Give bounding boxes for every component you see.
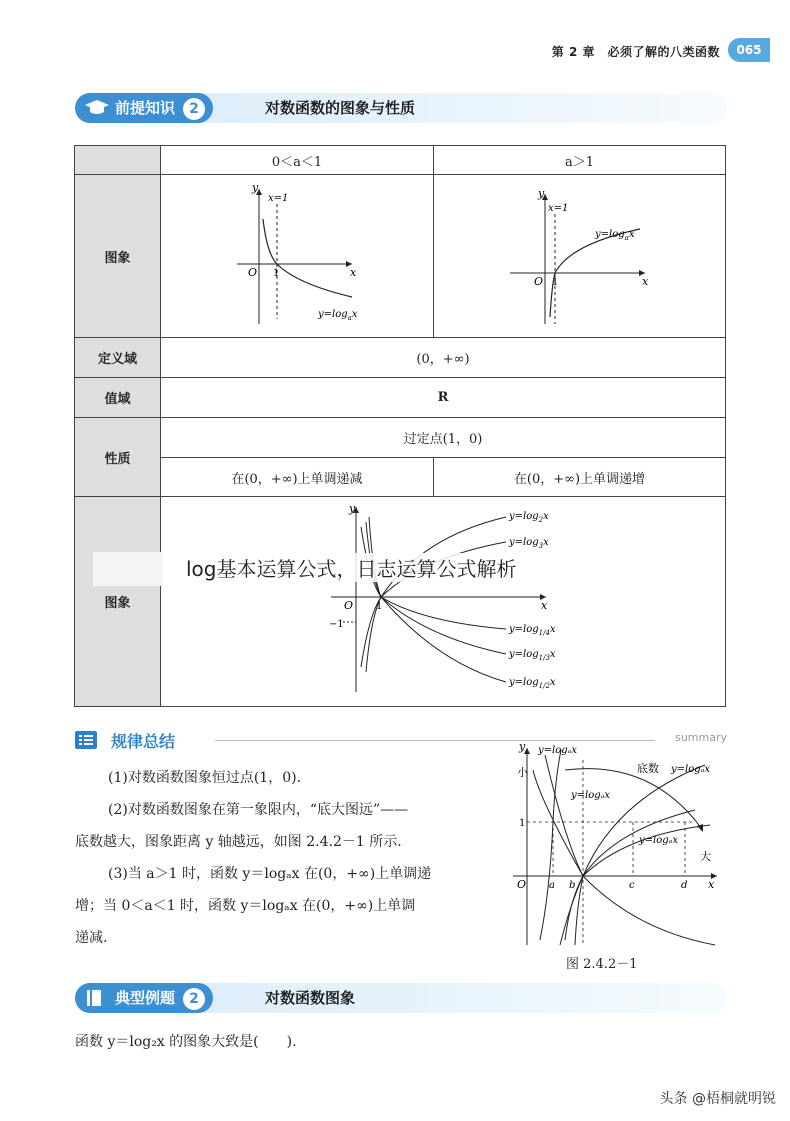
graduation-cap-icon: [85, 100, 109, 116]
table-row: [75, 497, 726, 707]
increasing-log-graph: [500, 179, 660, 329]
combined-graph-cell: [161, 497, 726, 707]
range-value: R: [161, 378, 726, 418]
fig-small-label: 小: [517, 766, 528, 779]
curve-label-log-quarter: $y=\log_{1/4}x$: [509, 624, 556, 637]
increasing-value: 在(0，+∞)上单调递增: [434, 458, 726, 497]
summary-rules: [75, 762, 495, 954]
rule-3c: 递减.: [75, 930, 108, 946]
rule-3b: 增；当 0＜a＜1 时，函数 y＝logₐx 在(0，+∞)上单调: [75, 898, 416, 914]
x-equals-1-label: x=1: [547, 203, 568, 214]
col-header-a-less-1: 0＜a＜1: [161, 146, 434, 175]
figure-base-comparison: [505, 740, 727, 950]
overlay-title: log基本运算公式，日志运算公式解析: [182, 553, 521, 582]
row-label-properties: 性质: [75, 418, 161, 497]
book-icon: [85, 990, 103, 1006]
section-tag: [75, 983, 213, 1013]
table-row: [75, 175, 726, 338]
x-axis-label: x: [541, 599, 548, 612]
table-row: [75, 338, 726, 378]
curve-label: $y=\log_ax$: [594, 229, 634, 242]
table-row: [75, 146, 726, 175]
y-axis-label: y: [349, 502, 356, 515]
graph-decreasing-cell: [161, 175, 434, 338]
rule-3a: (3)当 a＞1 时，函数 y＝logₐx 在(0，+∞)上单调递: [108, 866, 432, 882]
page-number: 065: [728, 38, 770, 62]
curve-label: $y=\log_ax$: [318, 309, 358, 322]
fig-base-label: 底数: [637, 762, 659, 775]
x-equals-1-label: x=1: [268, 193, 289, 204]
section-tag-label: 典型例题: [115, 989, 176, 1007]
fig-big-label: 大: [700, 850, 711, 863]
question-text: 函数 y＝log₂x 的图象大致是( ).: [75, 1034, 297, 1050]
summary-en-label: summary: [675, 731, 727, 744]
fig-tick-a: a: [549, 880, 555, 891]
fig-top-label: y=logₐx: [538, 745, 578, 756]
curve-label-log-third: $y=\log_{1/3}x$: [509, 649, 556, 662]
section-number: 2: [183, 98, 205, 120]
row-label-graph-2: 图象: [75, 497, 161, 707]
col-header-a-greater-1: a＞1: [434, 146, 726, 175]
list-icon: [75, 731, 97, 749]
origin-label: O: [344, 599, 354, 612]
section-banner-example: [75, 983, 727, 1013]
y-axis-label: y: [252, 181, 259, 194]
rule-1: (1)对数函数图象恒过点(1，0).: [108, 770, 302, 786]
section-title: 对数函数图象: [265, 989, 356, 1007]
footer-watermark: 头条 @梧桐就明锐: [659, 1091, 776, 1107]
domain-value: (0，+∞): [161, 338, 726, 378]
fig-tick-c: c: [629, 880, 635, 891]
origin-label: O: [533, 275, 543, 288]
section-banner-prereq: [75, 93, 727, 123]
figure-caption: 图 2.4.2－1: [566, 957, 638, 972]
decreasing-log-graph: [222, 179, 372, 329]
curve-label-log-half: $y=\log_{1/2}x$: [509, 677, 556, 690]
graph-increasing-cell: [434, 175, 726, 338]
fig-one-tick: 1: [519, 818, 526, 829]
page-header: [0, 36, 790, 66]
section-title: 对数函数的图象与性质: [265, 99, 416, 117]
log-properties-table: [74, 145, 726, 707]
row-label-range: 值域: [75, 378, 161, 418]
section-tag-label: 前提知识: [115, 99, 176, 117]
row-label-graph: 图象: [75, 175, 161, 338]
combined-log-graph: [161, 497, 725, 702]
fig-mid-curve-label: y=logₐx: [571, 790, 611, 801]
origin-label: O: [248, 266, 258, 279]
one-tick: 1: [376, 601, 383, 612]
y-axis-label: y: [537, 187, 544, 200]
watermark-box: [93, 552, 163, 586]
fig-right-curve-label: y=logₐx: [671, 764, 711, 775]
x-axis-label: x: [641, 275, 648, 288]
fig-y-label: y: [519, 740, 526, 753]
section-tag: [75, 93, 213, 123]
fig-low-curve-label: y=logₐx: [639, 835, 679, 846]
fig-x-label: x: [708, 878, 715, 891]
x-axis-label: x: [350, 266, 357, 279]
table-row: [75, 378, 726, 418]
table-row: [75, 418, 726, 458]
fig-origin-label: O: [517, 878, 527, 891]
rule-2a: (2)对数函数图象在第一象限内，“底大图远”——: [108, 802, 409, 818]
rule-2b: 底数越大，图象距离 y 轴越远，如图 2.4.2－1 所示.: [75, 834, 402, 850]
fig-tick-b: b: [569, 880, 576, 891]
row-label-domain: 定义域: [75, 338, 161, 378]
curve-label-log3: $y=\log_3x$: [509, 537, 549, 550]
summary-title: 规律总结: [111, 732, 176, 751]
fixed-point-value: 过定点(1，0): [161, 418, 726, 458]
table-corner: [75, 146, 161, 175]
section-number: 2: [183, 988, 205, 1010]
decreasing-value: 在(0，+∞)上单调递减: [161, 458, 434, 497]
one-tick: 1: [551, 277, 558, 288]
fig-tick-d: d: [681, 880, 688, 891]
chapter-title: 第 2 章 必须了解的八类函数: [551, 45, 720, 59]
one-tick: 1: [273, 268, 280, 279]
neg-one-tick: −1: [329, 619, 344, 630]
table-row: [75, 458, 726, 497]
curve-label-log2: $y=\log_2x$: [509, 511, 549, 524]
